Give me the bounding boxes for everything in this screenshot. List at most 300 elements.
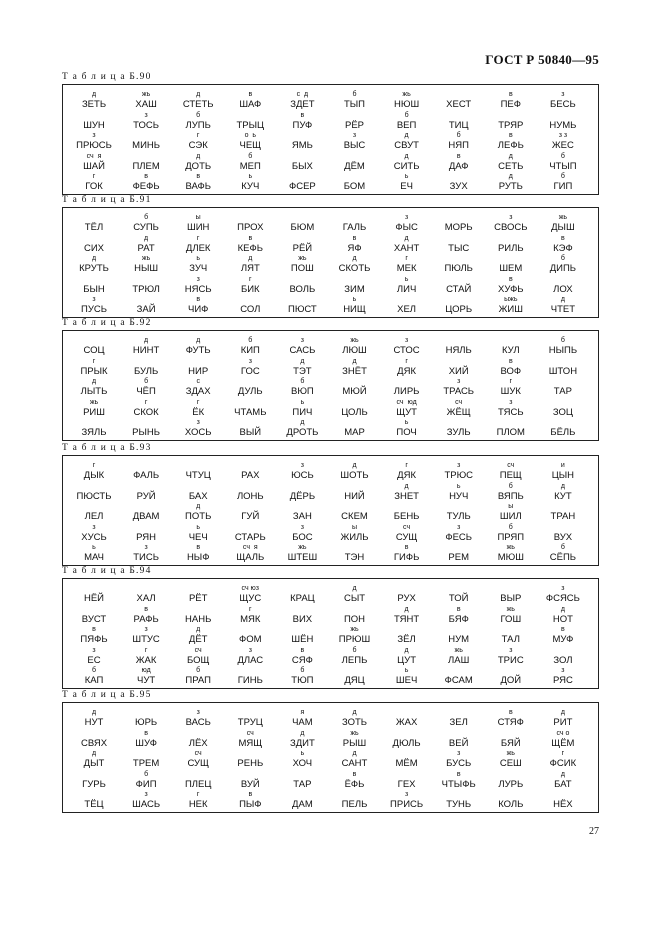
syllable-word: ГИФЬ	[393, 552, 420, 563]
syllable-word: ХАШ	[135, 99, 157, 110]
sound-mark: з	[92, 646, 96, 654]
syllable-word: ПРЫК	[80, 365, 108, 377]
document-title: ГОСТ Р 50840—95	[485, 52, 599, 67]
table-cell	[225, 791, 275, 814]
syllable-word: ПЛОМ	[496, 427, 525, 438]
sound-mark: з	[509, 214, 513, 221]
sound-mark: д	[404, 605, 409, 613]
syllable-word: КАП	[84, 675, 104, 686]
syllable-word: ФИП	[135, 778, 157, 790]
table-row	[63, 173, 598, 196]
syllable-word: ПОТЬ	[185, 511, 212, 522]
syllable-word: СИХ	[83, 242, 105, 254]
sound-mark: ь	[300, 398, 305, 406]
syllable-word: ТРИС	[497, 654, 524, 666]
syllable-word: СЕШ	[499, 758, 522, 769]
sound-mark: ы	[351, 523, 358, 531]
sound-mark: з	[196, 419, 200, 426]
sound-mark: д	[404, 152, 409, 160]
syllable-word: ХУФЬ	[498, 283, 524, 295]
table-cell	[225, 544, 275, 567]
syllable-word: ЩЁМ	[551, 737, 575, 749]
sound-mark: ь	[300, 750, 305, 757]
syllable-word: НЯСЬ	[184, 283, 212, 295]
syllable-word: ПУСЬ	[81, 304, 107, 315]
syllable-word: ЯФ	[347, 242, 362, 254]
word-table	[62, 578, 599, 689]
syllable-word: ЗЕЛ	[449, 717, 468, 728]
syllable-word: ПРАП	[185, 675, 211, 686]
table-cell	[434, 544, 484, 567]
table-cell	[173, 173, 223, 196]
sound-mark: сч	[403, 523, 411, 531]
syllable-word: БЫХ	[291, 160, 313, 172]
sound-mark: б	[144, 214, 149, 221]
sound-mark: д	[300, 357, 305, 365]
syllable-word: БЕСЬ	[550, 99, 576, 110]
syllable-word: ЗАЙ	[136, 304, 156, 315]
syllable-word: ЗНЁТ	[342, 365, 367, 377]
sound-mark: б	[248, 152, 253, 160]
syllable-word: ЛИЧ	[396, 283, 417, 295]
sound-mark: в	[144, 729, 148, 737]
sound-mark: г	[196, 234, 200, 242]
sound-mark: д	[404, 646, 409, 654]
syllable-word: НАНЬ	[185, 613, 212, 625]
syllable-word: ХОСЬ	[184, 427, 212, 438]
sound-mark: г	[196, 132, 200, 139]
sound-mark: ь	[404, 173, 409, 180]
syllable-word: ЗДАХ	[185, 386, 211, 397]
table-cell	[277, 667, 327, 690]
syllable-word: ПЕЛЬ	[341, 799, 368, 810]
sound-mark: з	[561, 91, 565, 98]
syllable-word: ШТЕШ	[287, 552, 318, 563]
syllable-word: ЧТЫП	[549, 160, 577, 172]
sound-mark: с д	[296, 91, 309, 98]
syllable-word: ДЯК	[397, 365, 417, 377]
syllable-word: ВЕЙ	[448, 737, 469, 749]
sound-mark: д	[352, 357, 357, 365]
syllable-word: ШЕЧ	[395, 675, 418, 686]
syllable-word: ДЮЛЬ	[392, 737, 421, 749]
syllable-word: БЁЛЬ	[550, 427, 576, 438]
syllable-word: НЯЛЬ	[445, 345, 472, 356]
syllable-word: ЖИШ	[498, 304, 523, 315]
syllable-word: ТРЕМ	[132, 758, 160, 769]
syllable-word: ЗОЛ	[553, 654, 573, 666]
table-cell	[69, 791, 119, 814]
syllable-word: БИК	[240, 283, 260, 295]
syllable-word: ГОШ	[500, 613, 522, 625]
syllable-word: ДИПЬ	[549, 263, 577, 274]
sound-mark: б	[404, 111, 409, 119]
syllable-word: КРАЦ	[290, 593, 315, 604]
syllable-word: МЯЩ	[238, 737, 263, 749]
syllable-word: ЁФЬ	[344, 778, 365, 790]
sound-mark: и	[560, 462, 565, 469]
sound-mark: в	[508, 275, 513, 283]
syllable-word: ТАР	[293, 778, 312, 790]
syllable-word: СОЦ	[83, 345, 105, 356]
table-cell	[538, 667, 588, 690]
syllable-word: ШИЛ	[499, 511, 522, 522]
sound-mark: г	[249, 275, 252, 283]
syllable-word: ТАЛ	[501, 634, 520, 645]
syllable-word: НУМ	[448, 634, 470, 645]
table-cell	[486, 791, 536, 814]
sound-mark: з	[457, 462, 461, 469]
syllable-word: ЦОРЬ	[445, 304, 473, 315]
syllable-word: ВЫР	[500, 593, 522, 604]
syllable-word: ТЭТ	[293, 365, 312, 377]
syllable-word: ВОЛЬ	[289, 283, 316, 295]
table-cell	[277, 296, 327, 319]
syllable-word: ГЕХ	[397, 778, 416, 790]
syllable-word: ЛАШ	[448, 654, 470, 666]
table-cell	[330, 667, 380, 690]
syllable-word: БОС	[292, 531, 313, 543]
table-cell	[277, 173, 327, 196]
syllable-word: ЛЮШ	[342, 345, 367, 356]
syllable-word: МАР	[344, 427, 365, 438]
syllable-word: ШАФ	[239, 99, 262, 110]
syllable-word: СЯФ	[291, 654, 313, 666]
syllable-word: ДРОТЬ	[286, 427, 319, 438]
syllable-word: ШЁН	[291, 634, 314, 645]
syllable-word: РЫШ	[342, 737, 367, 749]
syllable-word: ФОМ	[239, 634, 262, 645]
sound-mark: з	[92, 296, 96, 303]
table-cell	[277, 791, 327, 814]
syllable-word: ДЁТ	[188, 634, 208, 645]
syllable-word: ПЕЩ	[499, 470, 522, 481]
table-cell	[538, 296, 588, 319]
sound-mark: ь	[404, 667, 409, 674]
syllable-word: ДЛАС	[237, 654, 264, 666]
syllable-word: ШУФ	[135, 737, 157, 749]
syllable-word: ЩУТ	[396, 406, 417, 418]
sound-mark: ы	[195, 214, 201, 221]
table-cell	[382, 667, 432, 690]
syllable-word: ТЮП	[291, 675, 314, 686]
word-table	[62, 702, 599, 813]
syllable-word: РИШ	[83, 406, 105, 418]
sound-mark: в	[248, 791, 253, 798]
sound-mark: в	[144, 173, 148, 180]
sound-mark: з	[248, 357, 252, 365]
syllable-word: ФЕСЬ	[445, 531, 473, 543]
sound-mark: д	[508, 152, 513, 160]
sound-mark: жь	[350, 626, 359, 633]
syllable-word: БЮМ	[290, 222, 315, 233]
word-table	[62, 455, 599, 566]
syllable-word: ПРЮШ	[338, 634, 371, 645]
syllable-word: ФУТЬ	[185, 345, 211, 356]
sound-mark: г	[249, 605, 252, 613]
syllable-word: ЛОХ	[553, 283, 573, 295]
sound-mark: г	[144, 646, 148, 654]
table-row	[63, 544, 598, 567]
sound-mark: в	[248, 234, 253, 242]
syllable-word: РУХ	[397, 593, 416, 604]
syllable-word: НЁХ	[553, 799, 573, 810]
sound-mark: д	[352, 750, 357, 757]
syllable-word: ЖЁЩ	[446, 406, 471, 418]
sound-mark: б	[560, 255, 565, 262]
syllable-word: СВУТ	[394, 140, 419, 151]
syllable-word: ЗУЧ	[189, 263, 208, 274]
syllable-word: НЫШ	[134, 263, 159, 274]
syllable-word: СУПЬ	[133, 222, 159, 233]
syllable-word: ЗОТЬ	[341, 717, 368, 728]
sound-mark: г	[405, 462, 408, 469]
table-cell	[486, 667, 536, 690]
sound-mark: д	[404, 234, 409, 242]
sound-mark: ь	[404, 419, 409, 426]
sound-mark: д	[560, 605, 565, 613]
syllable-word: КУЛ	[501, 345, 520, 356]
sound-mark: г	[405, 357, 408, 365]
syllable-word: МОРЬ	[444, 222, 473, 233]
syllable-word: СТЕТЬ	[182, 99, 214, 110]
syllable-word: ЦУТ	[397, 654, 417, 666]
sound-mark: о ь	[244, 132, 257, 139]
sound-mark: б	[352, 646, 357, 654]
syllable-word: ЧТАМЬ	[234, 406, 267, 418]
word-table	[62, 330, 599, 441]
syllable-word: СЁПЬ	[549, 552, 577, 563]
sound-mark: сч о	[556, 729, 570, 737]
syllable-word: ХЕСТ	[446, 99, 472, 110]
sound-mark: з	[92, 523, 96, 531]
sound-mark: б	[508, 523, 513, 531]
syllable-word: ЗДЕТ	[290, 99, 315, 110]
table-cell	[434, 791, 484, 814]
syllable-word: ЕЧ	[400, 181, 413, 192]
word-table	[62, 207, 599, 318]
syllable-word: ВУХ	[553, 531, 573, 543]
syllable-word: ШАСЬ	[132, 799, 161, 810]
sound-mark: д	[508, 173, 513, 180]
sound-mark: д	[352, 462, 357, 469]
syllable-word: СУЩ	[395, 531, 418, 543]
syllable-word: КУЧ	[241, 181, 260, 192]
syllable-word: ЗОЦ	[552, 406, 573, 418]
sound-mark: д	[404, 482, 409, 490]
syllable-word: СТАРЬ	[234, 531, 266, 543]
syllable-word: СТОС	[393, 345, 420, 356]
word-table	[62, 84, 599, 195]
syllable-word: СТАЙ	[446, 283, 472, 295]
syllable-word: ШЕМ	[499, 263, 523, 274]
sound-mark: з	[300, 337, 304, 344]
syllable-word: ТОЙ	[448, 593, 469, 604]
table-cell	[382, 173, 432, 196]
table-cell	[121, 667, 171, 690]
syllable-word: ЖАХ	[395, 717, 418, 728]
syllable-word: КУТ	[554, 490, 572, 502]
syllable-word: ШУН	[83, 119, 105, 131]
table-title: Т а б л и ц а Б.95	[62, 690, 152, 700]
syllable-word: ЧАМ	[292, 717, 313, 728]
sound-mark: ы	[508, 503, 514, 510]
sound-mark: з	[404, 791, 409, 798]
syllable-word: НЁЙ	[83, 593, 105, 604]
syllable-word: ПОШ	[290, 263, 314, 274]
syllable-word: ЧЁП	[136, 386, 156, 397]
sound-mark: д	[91, 255, 97, 262]
syllable-word: СКОК	[133, 406, 159, 418]
sound-mark: з	[561, 667, 565, 674]
sound-mark: г	[196, 398, 200, 406]
sound-mark: в	[196, 296, 201, 303]
sound-mark: д	[560, 709, 565, 716]
table-cell	[121, 791, 171, 814]
table-cell	[486, 544, 536, 567]
syllable-word: НИЩ	[343, 304, 366, 315]
sound-mark: д	[196, 503, 201, 510]
syllable-word: ЧТЕТ	[550, 304, 576, 315]
table-title: Т а б л и ц а Б.94	[62, 566, 152, 576]
syllable-word: ПЫФ	[239, 799, 262, 810]
sound-mark: сч	[194, 646, 202, 654]
table-cell	[382, 791, 432, 814]
sound-mark: сч	[455, 398, 463, 406]
table-cell	[277, 419, 327, 442]
sound-mark: г	[196, 791, 200, 798]
syllable-word: ПРИСЬ	[390, 799, 424, 810]
syllable-word: ДЯК	[397, 470, 417, 481]
sound-mark: в	[404, 544, 409, 551]
syllable-word: ФСАМ	[444, 675, 473, 686]
syllable-word: ГИНЬ	[237, 675, 263, 686]
syllable-word: ТЁЦ	[84, 799, 104, 810]
sound-mark: жь	[350, 337, 359, 344]
syllable-word: ТРЮС	[444, 470, 473, 481]
syllable-word: ГУЙ	[241, 511, 260, 522]
sound-mark: жь	[506, 544, 515, 551]
sound-mark: ь	[248, 173, 253, 180]
sound-mark: в	[196, 173, 201, 180]
table-cell	[225, 667, 275, 690]
syllable-word: ЖИЛЬ	[340, 531, 369, 543]
syllable-word: ЗДИТ	[289, 737, 315, 749]
sound-mark: в	[352, 770, 357, 778]
sound-mark: б	[456, 132, 461, 139]
sound-mark: з	[404, 214, 409, 221]
table-cell	[173, 667, 223, 690]
syllable-word: ВАСЬ	[185, 717, 211, 728]
table-cell	[121, 173, 171, 196]
syllable-word: МЁМ	[395, 758, 418, 769]
syllable-word: ФСЕР	[289, 181, 316, 192]
syllable-word: НЮШ	[394, 99, 420, 110]
syllable-word: ЛУПЬ	[185, 119, 211, 131]
syllable-word: БЕНЬ	[393, 511, 420, 522]
syllable-word: ВЫЙ	[239, 427, 262, 438]
sound-mark: ь	[196, 255, 201, 262]
sound-mark: д	[352, 255, 357, 262]
sound-mark: жь	[141, 91, 151, 98]
sound-mark: б	[352, 91, 357, 98]
syllable-word: ДВАМ	[132, 511, 160, 522]
syllable-word: РЯН	[136, 531, 157, 543]
sound-mark: жь	[558, 214, 568, 221]
sound-mark: б	[144, 770, 149, 778]
syllable-word: РАФЬ	[133, 613, 159, 625]
table-cell	[330, 791, 380, 814]
syllable-word: ВЫС	[343, 140, 366, 151]
syllable-word: ТУЛЬ	[446, 511, 471, 522]
sound-mark: з з	[558, 132, 568, 139]
syllable-word: ЧИФ	[187, 304, 209, 315]
table-cell	[173, 296, 223, 319]
syllable-word: ХУСЬ	[81, 531, 107, 543]
syllable-word: РУЙ	[136, 490, 156, 502]
syllable-word: ГАЛЬ	[342, 222, 367, 233]
syllable-word: ДОТЬ	[185, 160, 212, 172]
syllable-word: ДЁМ	[344, 160, 365, 172]
syllable-word: ЗАН	[292, 511, 312, 522]
sound-mark: д	[91, 91, 97, 98]
sound-mark: з	[457, 750, 461, 757]
table-cell	[69, 544, 119, 567]
syllable-word: ВАФЬ	[185, 181, 211, 192]
syllable-word: ЧТУЦ	[185, 470, 211, 481]
syllable-word: МЯК	[240, 613, 261, 625]
syllable-word: ЛОНЬ	[236, 490, 264, 502]
syllable-word: СКОТЬ	[338, 263, 371, 274]
syllable-word: ТЁЛ	[84, 222, 104, 233]
syllable-word: ТАР	[553, 386, 572, 397]
syllable-word: ЮСЬ	[291, 470, 314, 481]
sound-mark: сч юз	[241, 585, 260, 592]
page-number: 27	[589, 826, 599, 837]
table-cell	[173, 544, 223, 567]
sound-mark: г	[92, 173, 96, 180]
syllable-word: ЛЯТ	[240, 263, 260, 274]
syllable-word: ВЮП	[291, 386, 314, 397]
syllable-word: ХИЙ	[448, 365, 469, 377]
table-title: Т а б л и ц а Б.93	[62, 443, 152, 453]
syllable-word: КОЛЬ	[498, 799, 524, 810]
table-cell	[538, 173, 588, 196]
syllable-word: ЛЕФЬ	[497, 140, 524, 151]
table-cell	[69, 419, 119, 442]
sound-mark: д	[196, 91, 201, 98]
syllable-word: КЭФ	[553, 242, 573, 254]
sound-mark: б	[196, 667, 201, 674]
syllable-word: ДЫТ	[83, 758, 105, 769]
sound-mark: с	[196, 378, 200, 385]
syllable-word: ПРЯП	[497, 531, 525, 543]
syllable-word: ТЯНТ	[394, 613, 420, 625]
syllable-word: ЧЕЧ	[188, 531, 208, 543]
sound-mark: юд	[141, 667, 151, 674]
syllable-word: ТИСЬ	[133, 552, 159, 563]
syllable-word: ДОЙ	[500, 675, 522, 686]
table-cell	[382, 544, 432, 567]
syllable-word: НУМЬ	[549, 119, 577, 131]
syllable-word: ФЕФЬ	[132, 181, 160, 192]
syllable-word: ДЁРЬ	[289, 490, 316, 502]
sound-mark: ь	[196, 523, 201, 531]
table-cell	[121, 419, 171, 442]
table-cell	[330, 419, 380, 442]
sound-mark: жь	[89, 398, 99, 406]
sound-mark: г	[405, 255, 408, 262]
